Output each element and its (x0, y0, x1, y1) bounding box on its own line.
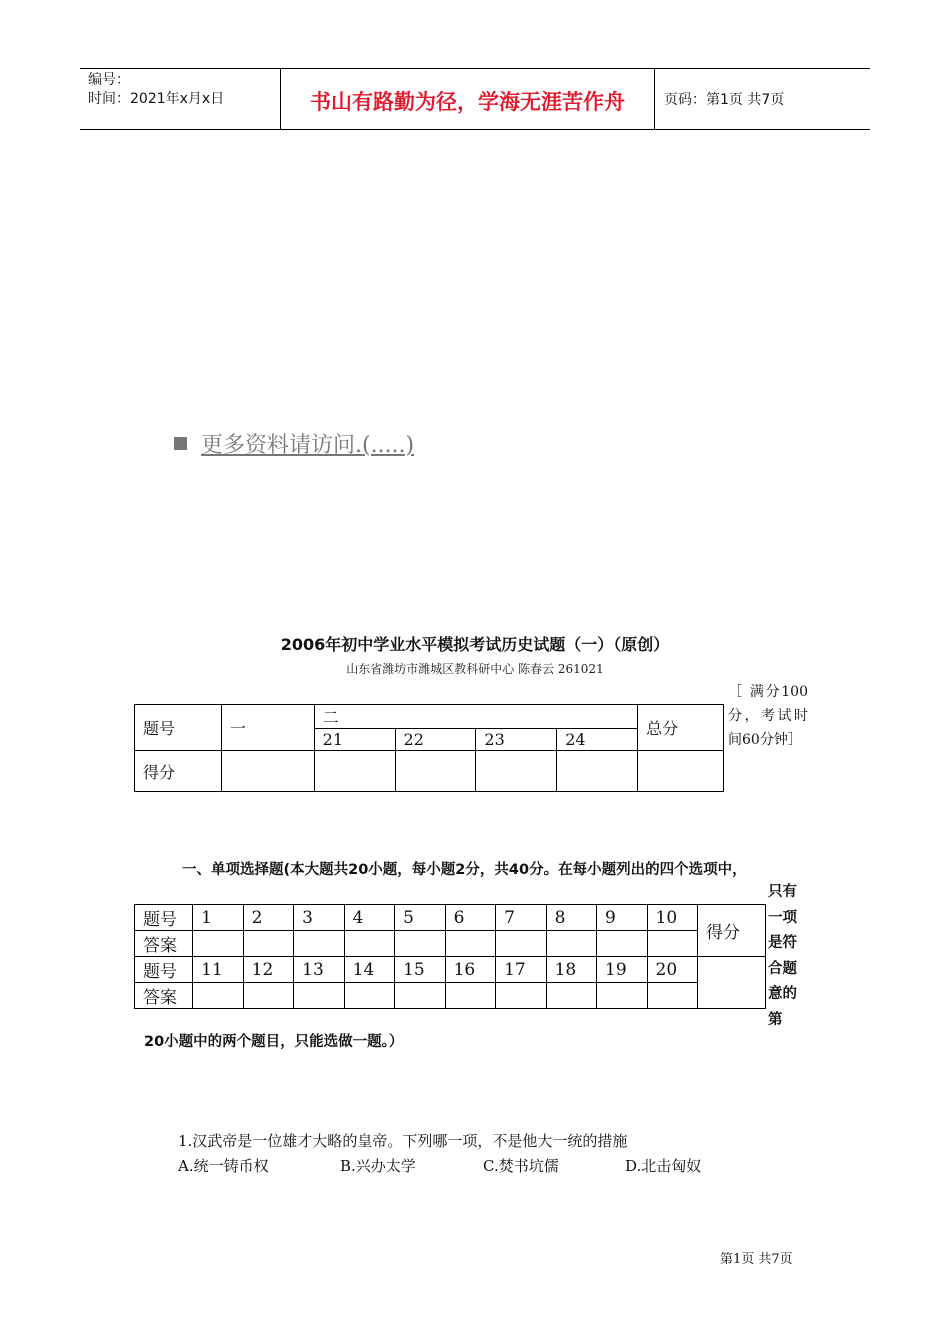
score-col-label: 题号 (135, 705, 222, 751)
square-bullet-icon (174, 437, 187, 450)
answer-cell[interactable] (294, 983, 344, 1009)
more-resources-link[interactable]: 更多资料请访问.(.....) (201, 433, 415, 458)
answer-num: 3 (294, 905, 344, 931)
answer-num-label: 题号 (135, 905, 193, 931)
answer-num: 20 (647, 957, 697, 983)
score-total: 总分 (638, 705, 724, 751)
answer-score-cell[interactable] (698, 957, 766, 1009)
section1-side-text: 只有一项是符合题意的第 (768, 884, 797, 1028)
answer-ans-label: 答案 (135, 983, 193, 1009)
score-sub-item: 21 (314, 729, 395, 751)
answer-cell[interactable] (496, 931, 546, 957)
score-cell[interactable] (395, 751, 476, 792)
score-sub-item: 23 (476, 729, 557, 751)
score-row-label: 得分 (135, 751, 222, 792)
answer-num: 8 (546, 905, 596, 931)
answer-cell[interactable] (597, 931, 647, 957)
exam-title: 2006年初中学业水平模拟考试历史试题（一）（原创） (280, 635, 670, 654)
answer-num: 5 (395, 905, 445, 931)
score-cell[interactable] (221, 751, 314, 792)
answer-num: 14 (344, 957, 394, 983)
header-motto: 书山有路勤为径，学海无涯苦作舟 (310, 90, 625, 114)
answer-cell[interactable] (193, 983, 243, 1009)
answer-num-label: 题号 (135, 957, 193, 983)
answer-cell[interactable] (243, 931, 293, 957)
answer-num: 4 (344, 905, 394, 931)
section1-heading: 一、单项选择题(本大题共20小题，每小题2分，共40分。在每小题列出的四个选项中， (182, 862, 747, 878)
score-sub-item: 24 (557, 729, 638, 751)
exam-info: ［ 满分100分，考试时间60分钟］ (728, 684, 808, 748)
answer-num: 1 (193, 905, 243, 931)
answer-table (134, 904, 766, 1009)
option-d[interactable]: D.北击匈奴 (625, 1157, 702, 1175)
answer-cell[interactable] (395, 983, 445, 1009)
question1-stem: 1.汉武帝是一位雄才大略的皇帝。下列哪一项，不是他大一统的措施 (178, 1132, 628, 1150)
answer-num: 10 (647, 905, 697, 931)
header-divider (654, 69, 655, 129)
option-c[interactable]: C.焚书坑儒 (483, 1157, 559, 1175)
time-label: 时间：2021年x月x日 (88, 91, 225, 107)
answer-cell[interactable] (496, 983, 546, 1009)
score-cell[interactable] (476, 751, 557, 792)
score-part2: 二 (314, 705, 637, 729)
option-b[interactable]: B.兴办太学 (340, 1157, 416, 1175)
answer-num: 19 (597, 957, 647, 983)
answer-cell[interactable] (193, 931, 243, 957)
answer-num: 16 (445, 957, 495, 983)
more-resources (174, 428, 414, 459)
page-header (80, 68, 870, 130)
score-sub-item: 22 (395, 729, 476, 751)
answer-cell[interactable] (647, 931, 697, 957)
score-cell[interactable] (638, 751, 724, 792)
answer-num: 18 (546, 957, 596, 983)
answer-num: 11 (193, 957, 243, 983)
section1-ending: 20小题中的两个题目，只能选做一题。） (144, 1034, 404, 1050)
answer-cell[interactable] (546, 983, 596, 1009)
answer-cell[interactable] (597, 983, 647, 1009)
answer-score-label: 得分 (698, 905, 766, 957)
score-cell[interactable] (314, 751, 395, 792)
score-table (134, 704, 724, 792)
answer-cell[interactable] (445, 983, 495, 1009)
header-page-info: 页码：第1页 共7页 (664, 92, 785, 108)
code-label: 编号： (88, 72, 130, 88)
answer-cell[interactable] (546, 931, 596, 957)
answer-num: 12 (243, 957, 293, 983)
answer-num: 15 (395, 957, 445, 983)
page-footer: 第1页 共7页 (720, 1252, 793, 1267)
score-part1: 一 (221, 705, 314, 751)
answer-cell[interactable] (647, 983, 697, 1009)
answer-cell[interactable] (344, 983, 394, 1009)
answer-num: 13 (294, 957, 344, 983)
option-a[interactable]: A.统一铸币权 (178, 1157, 269, 1175)
answer-num: 6 (445, 905, 495, 931)
answer-cell[interactable] (294, 931, 344, 957)
answer-cell[interactable] (445, 931, 495, 957)
exam-author: 山东省潍坊市潍城区教科研中心 陈春云 261021 (346, 662, 604, 676)
answer-cell[interactable] (344, 931, 394, 957)
answer-num: 17 (496, 957, 546, 983)
header-meta (88, 71, 224, 109)
answer-cell[interactable] (243, 983, 293, 1009)
answer-ans-label: 答案 (135, 931, 193, 957)
answer-num: 2 (243, 905, 293, 931)
answer-num: 9 (597, 905, 647, 931)
score-cell[interactable] (557, 751, 638, 792)
answer-num: 7 (496, 905, 546, 931)
answer-cell[interactable] (395, 931, 445, 957)
